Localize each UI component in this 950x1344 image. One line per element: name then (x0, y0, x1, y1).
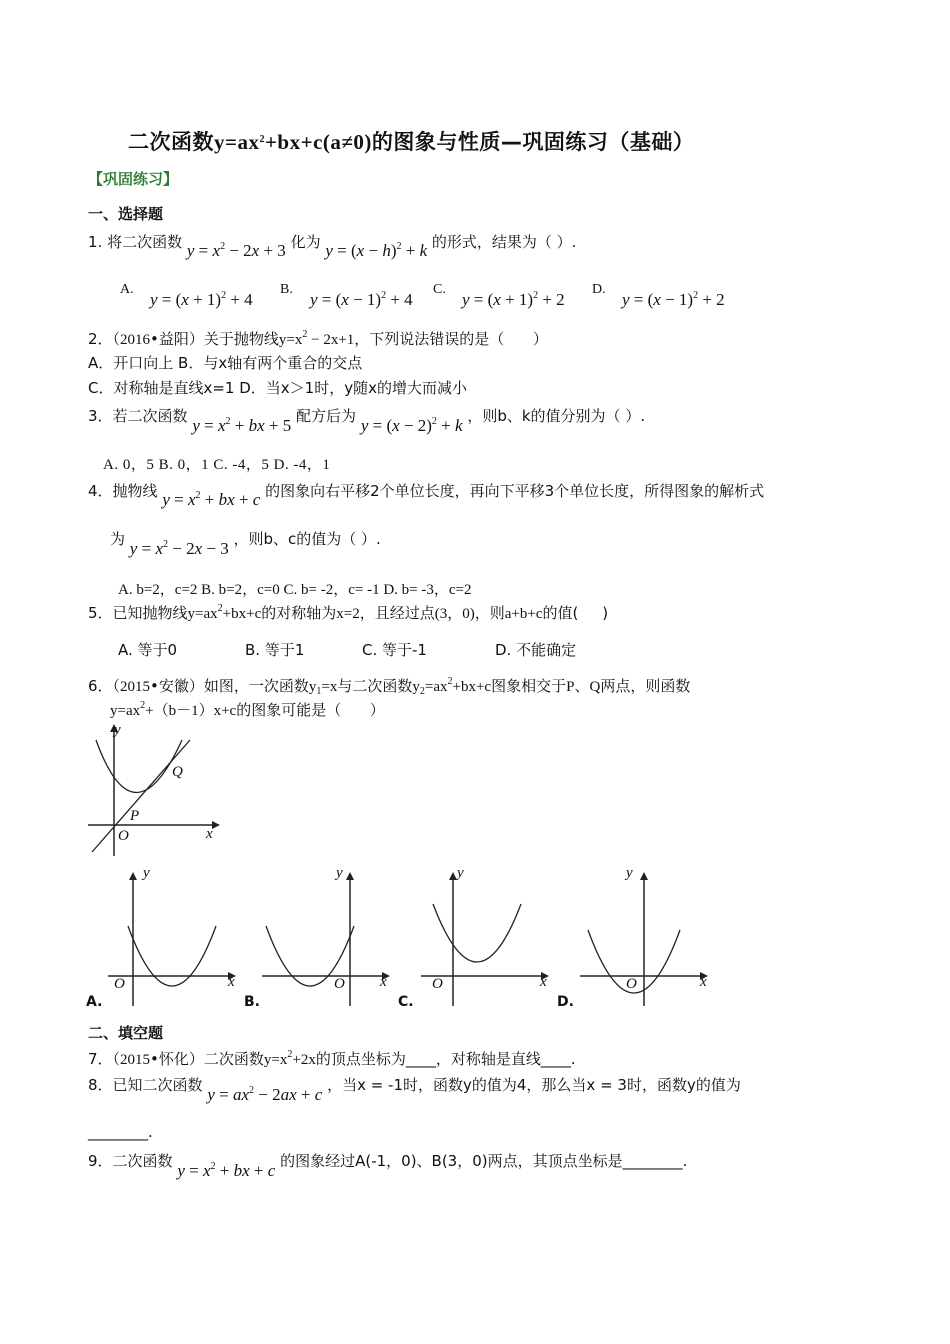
b-y-label: y (336, 865, 343, 881)
main-p-label: P (130, 808, 140, 824)
q6-option-c-label: C. (398, 994, 414, 1010)
d-y-label: y (626, 865, 633, 881)
part2-heading: 二、填空题 (88, 1024, 164, 1042)
q1-option-c: $y = (x + 1)^2 + 2$ (462, 290, 565, 309)
a-x-label: x (228, 974, 235, 990)
q2-options-ab: A．开口向上 B．与x轴有两个重合的交点 (88, 354, 363, 372)
q1-option-d-label: D. (592, 282, 606, 297)
q4-prefix: 4．抛物线 (88, 482, 158, 500)
q8-expr: $y = ax^2 - 2ax + c$ (207, 1085, 323, 1104)
c-y-label: y (457, 865, 464, 881)
option-d-graph (572, 866, 717, 1011)
q4-line2-prefix: 为 (110, 530, 126, 548)
c-y-arrow-icon (449, 872, 457, 880)
section-tag: 【巩固练习】 (88, 170, 179, 188)
q3-options: A. 0，5 B. 0，1 C. -4，5 D. -4，1 (103, 457, 331, 473)
q4-expr2: $y = x^2 - 2x - 3$ (129, 539, 229, 558)
q7-line: 7．（2015•怀化）二次函数$y=x^2+2x$的顶点坐标为____，对称轴是直线____. (88, 1049, 576, 1068)
q4-line2-suffix: ，则b、c的值为（ ）. (233, 530, 381, 548)
b-origin-label: O (334, 976, 345, 992)
q1-target: $y = (x - h)^2 + k$ (325, 241, 428, 260)
c-parabola (433, 904, 521, 962)
main-parabola-y2 (96, 740, 182, 793)
q3-target: $y = (x - 2)^2 + k$ (360, 416, 463, 435)
main-x-label: x (206, 826, 213, 842)
main-origin-label: O (118, 828, 129, 844)
a-y-arrow-icon (129, 872, 137, 880)
q6-option-a-label: A. (86, 994, 103, 1010)
c-x-label: x (540, 974, 547, 990)
d-y-arrow-icon (640, 872, 648, 880)
main-line-y1 (92, 740, 190, 852)
q1-mid: 化为 (290, 233, 321, 251)
b-x-label: x (380, 974, 387, 990)
q4-line1 (88, 480, 765, 509)
q4-options: A. b=2，c=2 B. b=2，c=0 C. b= -2，c= -1 D. b= -3，c=2 (118, 582, 472, 598)
q8-prefix: 8．已知二次函数 (88, 1076, 203, 1094)
q1-option-a: $y = (x + 1)^2 + 4$ (150, 290, 253, 309)
q6-option-d-label: D. (557, 994, 574, 1010)
page-title: 二次函数$y=ax^2+bx+c(a\ne 0)$的图象与性质—巩固练习（基础） (128, 130, 695, 154)
q9-line (88, 1150, 688, 1180)
d-origin-label: O (626, 976, 637, 992)
q4-expr: $y = x^2$ + bx + c (162, 490, 261, 509)
q6-main-figure (84, 720, 224, 860)
q3-expr: $y = x^2$ + bx + 5 (192, 416, 292, 435)
q1-line (88, 231, 577, 260)
q3-line (88, 405, 646, 435)
q3-mid: 配方后为 (296, 407, 357, 425)
part1-heading: 一、选择题 (88, 205, 164, 223)
q2-options-cd: C．对称轴是直线x=1 D．当x＞1时，y随x的增大而减小 (88, 379, 467, 397)
q1-option-b: $y = (x - 1)^2 + 4$ (310, 290, 413, 309)
q8-line1 (88, 1074, 741, 1104)
q3-suffix: ，则b、k的值分别为（ ）. (467, 407, 646, 425)
q8-line2: ________. (88, 1123, 153, 1141)
b-y-arrow-icon (346, 872, 354, 880)
q9-prefix: 9．二次函数 (88, 1152, 173, 1170)
q1-option-a-label: A. (120, 282, 134, 297)
q5-option-b: B. 等于1 (245, 641, 305, 659)
q3-prefix: 3．若二次函数 (88, 407, 188, 425)
q4-suffix: 的图象向右平移2个单位长度，再向下平移3个单位长度，所得图象的解析式 (265, 482, 765, 500)
c-origin-label: O (432, 976, 443, 992)
q4-line2 (110, 528, 381, 558)
q6-stem-line2: $y=ax^2+(b-1)x+c$的图象可能是（ ） (110, 700, 385, 719)
q9-suffix: 的图象经过A(-1，0)、B(3，0)两点，其顶点坐标是________. (280, 1152, 688, 1170)
a-origin-label: O (114, 976, 125, 992)
d-x-label: x (700, 974, 707, 990)
q6-stem-line1: 6．（2015•安徽）如图，一次函数$y_1=x$与二次函数$y_2=ax^2+bx+c$图象相交于P、Q两点，则函数 (88, 676, 691, 697)
main-q-label: Q (172, 764, 183, 780)
q1-expr: $y = x^2 - 2x + 3$ (186, 241, 286, 260)
q1-option-b-label: B. (280, 282, 293, 297)
q5-option-c: C. 等于-1 (362, 641, 427, 659)
q9-expr: $y = x^2$ + bx + c (177, 1161, 276, 1180)
q1-prefix: 1. 将二次函数 (88, 233, 183, 251)
main-x-arrow-icon (212, 821, 220, 829)
q1-suffix: 的形式，结果为（ ）. (431, 233, 577, 251)
q1-option-c-label: C. (433, 282, 446, 297)
q1-option-d: $y = (x - 1)^2 + 2$ (622, 290, 725, 309)
main-y-label: y (114, 722, 121, 738)
q6-option-b-label: B. (244, 994, 260, 1010)
q8-suffix: ，当x = -1时，函数y的值为4，那么当x = 3时，函数y的值为 (327, 1076, 741, 1094)
q5-option-d: D. 不能确定 (495, 641, 577, 659)
a-parabola (128, 926, 216, 986)
q5-stem: 5．已知抛物线$y=ax^2+bx+c$的对称轴为x=2，且经过点(3，0)，则a+b+c的值( ) (88, 603, 609, 622)
a-y-label: y (143, 865, 150, 881)
q5-option-a: A. 等于0 (118, 641, 178, 659)
q2-stem: 2．（2016•益阳）关于抛物线$y=x^2 - 2x+1$，下列说法错误的是（ ） (88, 329, 548, 348)
